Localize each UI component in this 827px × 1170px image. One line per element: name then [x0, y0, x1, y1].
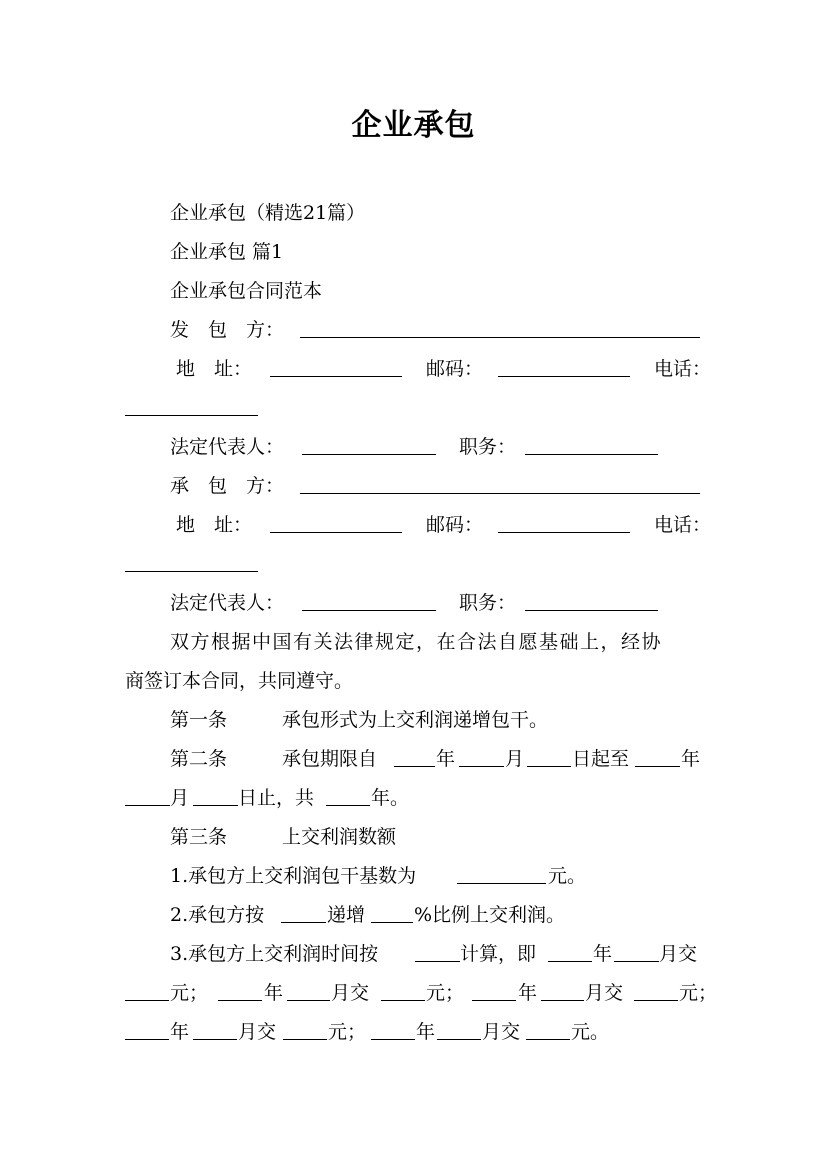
party-a-rep-line [0, 432, 827, 462]
article-2-month-label: 月 [505, 748, 525, 770]
subtitle-line [0, 198, 827, 228]
item-3-year-3-blank[interactable] [472, 978, 516, 1001]
party-b-rep-line [0, 588, 827, 618]
subtitle: 企业承包（精选21篇） [170, 202, 366, 224]
party-a-phone-label: 电话： [654, 358, 712, 380]
contract-name-line [0, 276, 827, 306]
item-3-yuan-1-label: 元； [170, 982, 209, 1004]
article-2-line-1 [0, 744, 827, 774]
party-b-phone-line [0, 549, 827, 579]
intro-line-2 [0, 666, 827, 696]
article-2-end-month-label: 月 [170, 787, 190, 809]
article-2-start-year-blank[interactable] [394, 744, 435, 767]
article-2-end-month-blank[interactable] [125, 783, 170, 806]
intro-text-2: 商签订本合同，共同遵守。 [125, 670, 354, 692]
party-b-rep-label: 法定代表人： [170, 592, 285, 614]
item-3-year-3-label: 年 [518, 982, 538, 1004]
item-3-month-3-label: 月交 [585, 982, 624, 1004]
article-3 [0, 822, 827, 852]
article-2-day-from-label: 日起至 [572, 748, 630, 770]
party-b-line [0, 471, 827, 501]
party-b-address-blank[interactable] [270, 510, 402, 533]
article-2-number: 第二条 [170, 748, 228, 770]
article-2-end-day-blank[interactable] [193, 783, 238, 806]
article-2-line-2 [0, 783, 827, 813]
item-3-month-2-blank[interactable] [287, 978, 330, 1001]
party-b-phone-label: 电话： [654, 514, 712, 536]
party-a-label: 发 包 方： [170, 319, 285, 341]
item-3-amount-1-blank[interactable] [125, 978, 169, 1001]
party-b-rep-blank[interactable] [302, 588, 436, 611]
item-3-yuan-end-label: 元。 [571, 1021, 610, 1043]
party-b-phone-blank[interactable] [125, 549, 258, 572]
item-2-basis-blank[interactable] [281, 900, 326, 923]
article-2-years-end-label: 年。 [371, 787, 410, 809]
item-3-yuan-3-label: 元； [679, 982, 718, 1004]
party-a-rep-label: 法定代表人： [170, 436, 285, 458]
document-title: 企业承包 [351, 108, 476, 143]
item-2-rest-label: %比例上交利润。 [414, 904, 566, 926]
item-3-month-4-label: 月交 [238, 1021, 277, 1043]
party-b-postcode-label: 邮码： [426, 514, 484, 536]
party-a-address-blank[interactable] [270, 354, 402, 377]
item-3-month-1-label: 月交 [659, 943, 698, 965]
item-2-text: 2.承包方按 [170, 904, 265, 926]
item-3-year-1-blank[interactable] [548, 939, 592, 962]
item-3-year-4-label: 年 [170, 1021, 190, 1043]
item-3-year-2-blank[interactable] [218, 978, 262, 1001]
item-3-month-5-label: 月交 [482, 1021, 521, 1043]
item-3-year-4-blank[interactable] [125, 1017, 169, 1040]
article-3-number: 第三条 [170, 826, 228, 848]
item-3-year-5-blank[interactable] [371, 1017, 415, 1040]
article-1-number: 第一条 [170, 709, 228, 731]
item-3-amount-3-blank[interactable] [634, 978, 678, 1001]
party-a-rep-blank[interactable] [302, 432, 436, 455]
article-1 [0, 705, 827, 735]
item-3-yuan-4-label: 元； [328, 1021, 367, 1043]
item-3-amount-5-blank[interactable] [526, 1017, 570, 1040]
article-2-total-years-blank[interactable] [326, 783, 370, 806]
party-a-phone-line [0, 393, 827, 423]
section-heading-line [0, 237, 827, 267]
party-a-line [0, 315, 827, 345]
item-2-percent-blank[interactable] [371, 900, 413, 923]
item-3-month-1-blank[interactable] [614, 939, 659, 962]
item-3-line-3 [0, 1017, 827, 1047]
item-1 [0, 861, 827, 891]
intro-line-1 [0, 627, 827, 657]
party-a-postcode-blank[interactable] [498, 354, 630, 377]
party-b-position-blank[interactable] [525, 588, 658, 611]
article-3-text: 上交利润数额 [282, 826, 397, 848]
item-3-month-3-blank[interactable] [541, 978, 584, 1001]
intro-text-1: 双方根据中国有关法律规定，在合法自愿基础上，经协 [170, 631, 663, 653]
party-a-address-line [0, 354, 827, 384]
item-1-text: 1.承包方上交利润包干基数为 [170, 865, 417, 887]
article-2-year-label: 年 [436, 748, 456, 770]
item-3-year-2-label: 年 [264, 982, 284, 1004]
item-3-line-1 [0, 939, 827, 969]
party-a-blank[interactable] [300, 315, 700, 338]
item-2-increase-label: 递增 [327, 904, 366, 926]
article-1-text: 承包形式为上交利润递增包干。 [282, 709, 549, 731]
item-3-year-1-label: 年 [593, 943, 613, 965]
article-2-start-month-blank[interactable] [459, 744, 504, 767]
party-b-blank[interactable] [300, 471, 700, 494]
item-3-yuan-2-label: 元； [426, 982, 465, 1004]
party-b-postcode-blank[interactable] [498, 510, 630, 533]
item-3-month-2-label: 月交 [331, 982, 370, 1004]
contract-name: 企业承包合同范本 [170, 280, 323, 302]
item-3-calc-label: 计算，即 [460, 943, 537, 965]
item-3-line-2 [0, 978, 827, 1008]
item-3-amount-4-blank[interactable] [283, 1017, 327, 1040]
article-2-end-year-blank[interactable] [635, 744, 680, 767]
party-b-label: 承 包 方： [170, 475, 285, 497]
item-2 [0, 900, 827, 930]
party-b-position-label: 职务： [459, 592, 517, 614]
item-3-period-blank[interactable] [415, 939, 460, 962]
article-2-start-day-blank[interactable] [527, 744, 571, 767]
item-3-month-4-blank[interactable] [193, 1017, 237, 1040]
article-2-text: 承包期限自 [282, 748, 378, 770]
article-2-day-end-label: 日止，共 [238, 787, 315, 809]
party-a-address-label: 地 址： [176, 358, 253, 380]
party-a-phone-blank[interactable] [125, 393, 258, 416]
party-b-address-label: 地 址： [176, 514, 253, 536]
party-a-position-blank[interactable] [525, 432, 658, 455]
item-1-yuan-label: 元。 [548, 865, 587, 887]
party-b-address-line [0, 510, 827, 540]
item-1-base-blank[interactable] [457, 861, 546, 884]
party-a-position-label: 职务： [459, 436, 517, 458]
item-3-text: 3.承包方上交利润时间按 [170, 943, 379, 965]
item-3-year-5-label: 年 [416, 1021, 436, 1043]
article-2-end-year-label: 年 [681, 748, 701, 770]
party-a-postcode-label: 邮码： [426, 358, 484, 380]
section-heading: 企业承包 篇1 [170, 241, 284, 263]
item-3-month-5-blank[interactable] [437, 1017, 481, 1040]
item-3-amount-2-blank[interactable] [381, 978, 425, 1001]
